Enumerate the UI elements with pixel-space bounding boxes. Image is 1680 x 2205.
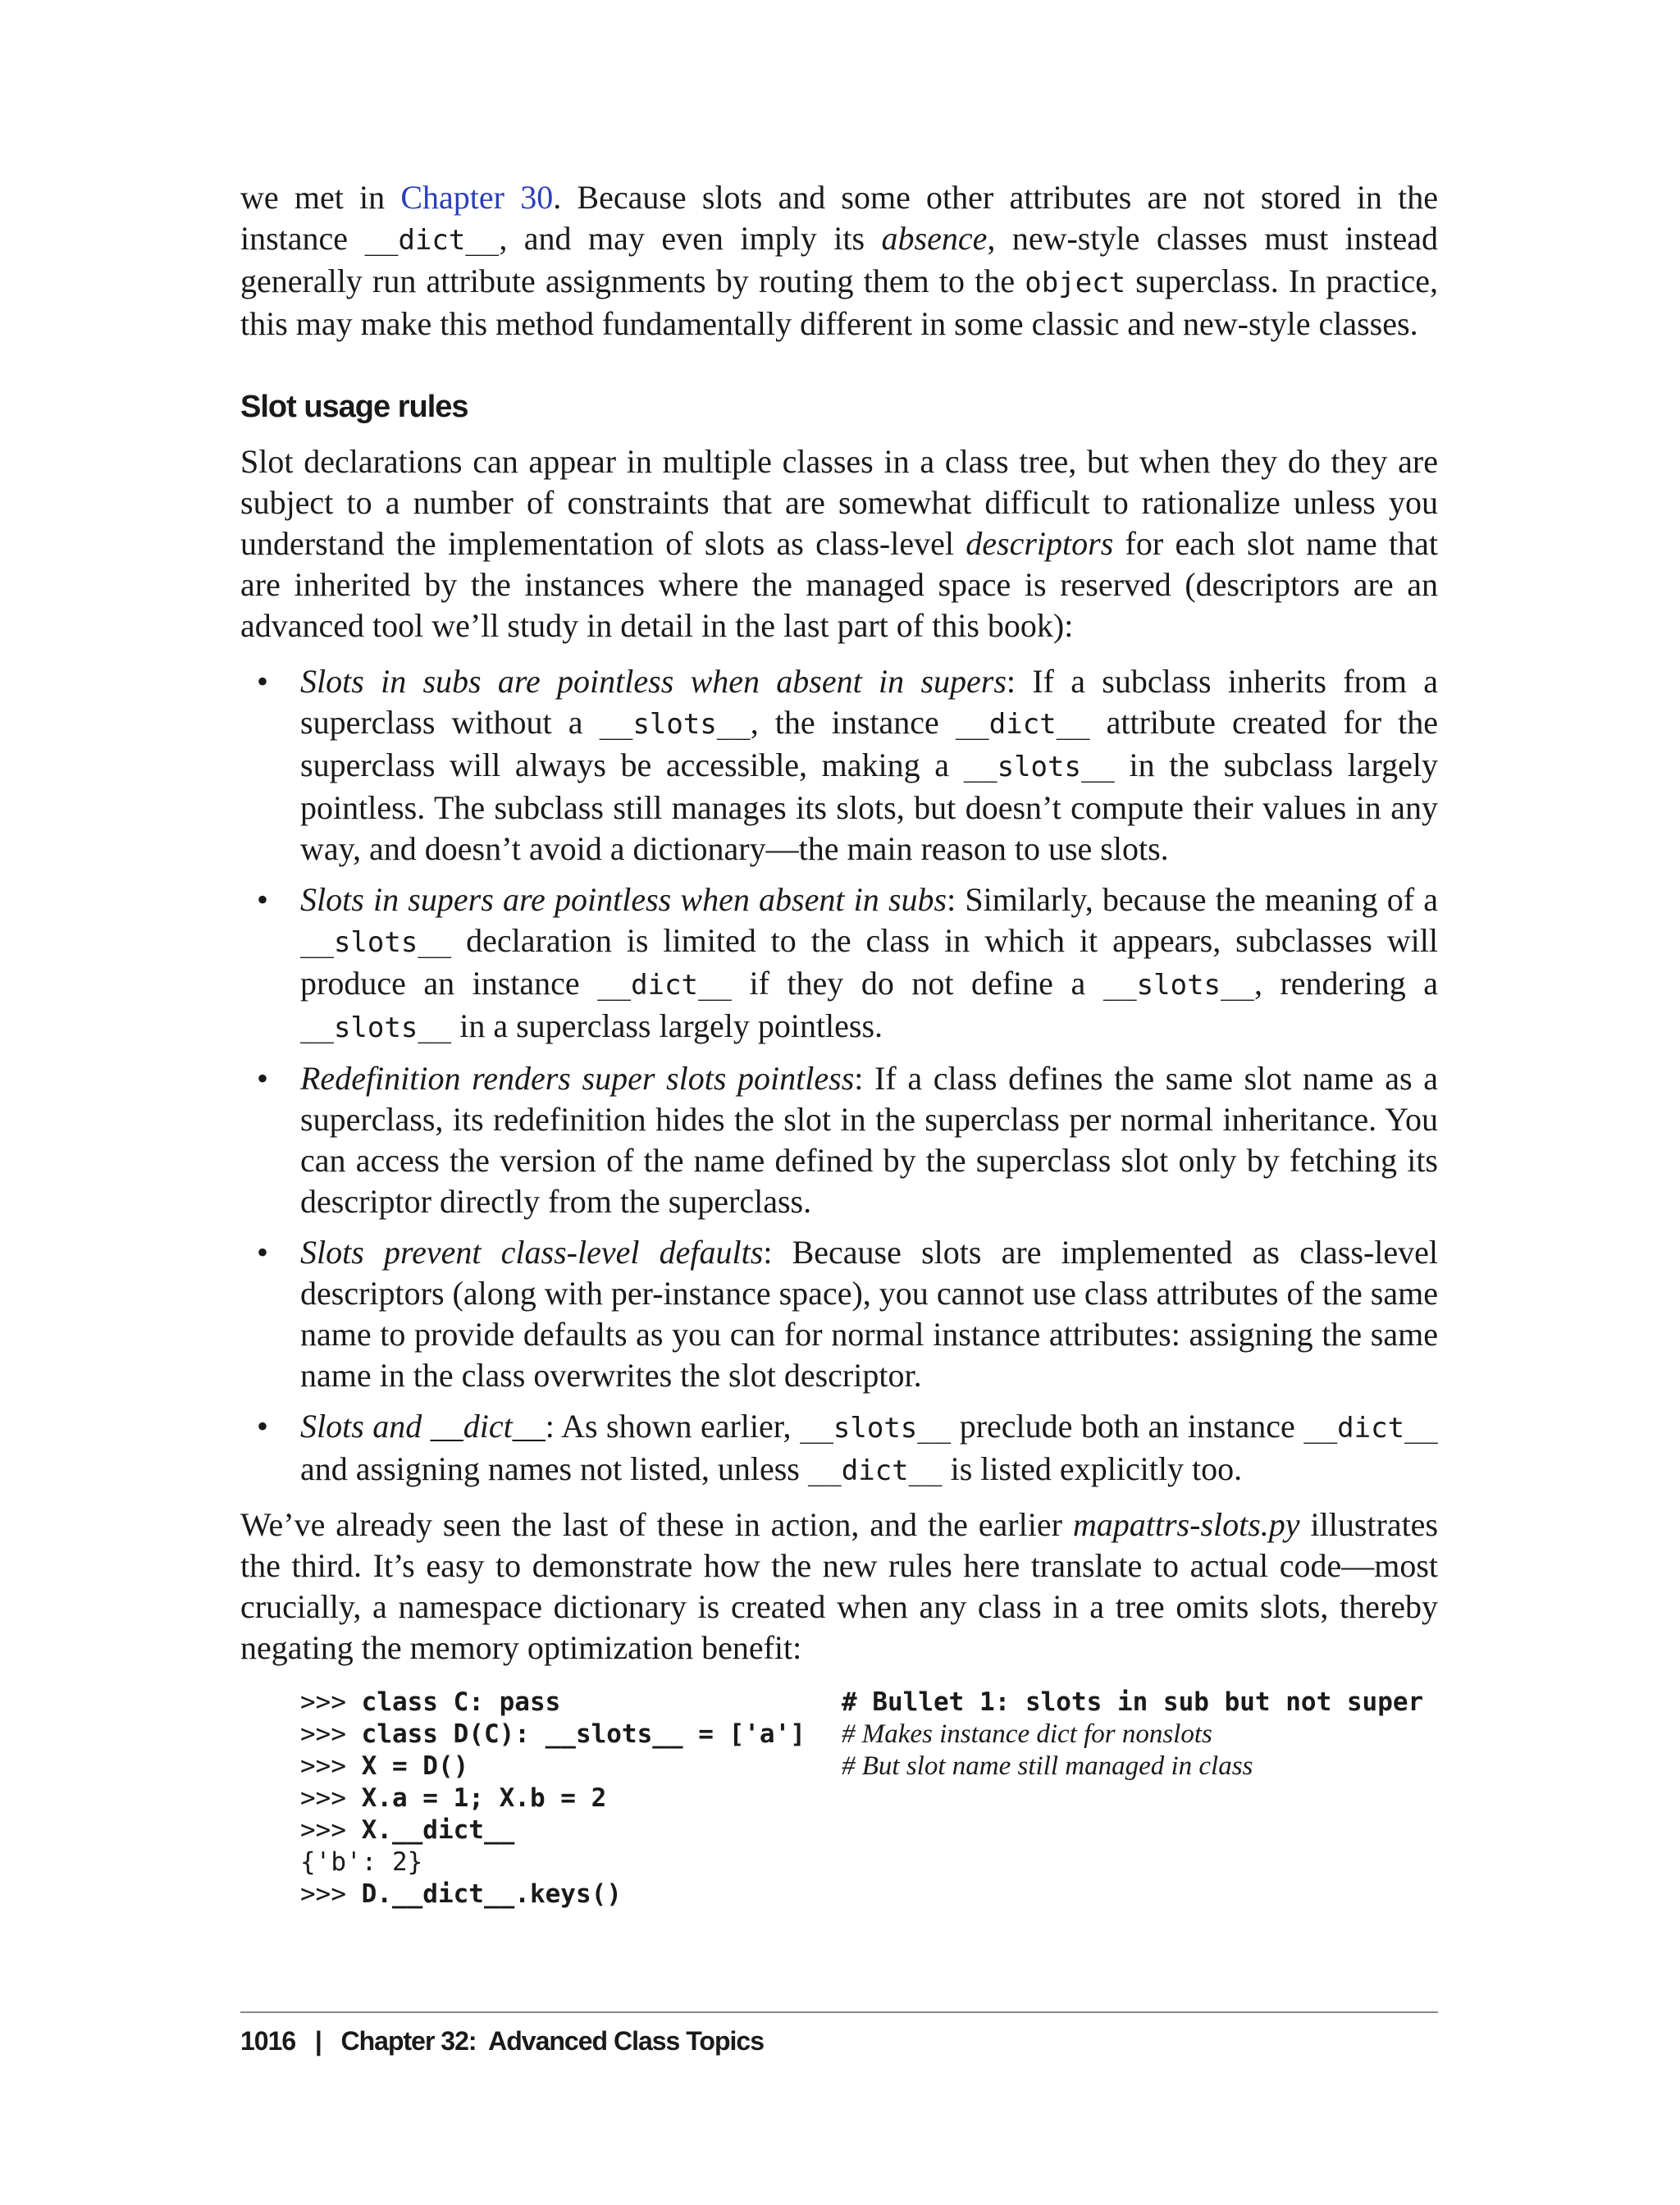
bullet-icon: • — [257, 1234, 269, 1271]
code-comment: # Bullet 1: slots in sub but not super — [842, 1687, 1424, 1717]
page-footer — [240, 2025, 764, 2057]
list-item: • Slots in subs are pointless when absent in supers: If a subclass inherits from a superclass without a __slots__, the instance __dict__ attribute created for the superclass will always be accessible, making a __slots__ in the subclass largely pointless. The subclass still manages its slots, but doesn’t compute their values in any way, and doesn’t avoid a dictionary—the main reason to use slots. — [257, 663, 1439, 867]
paragraph-slot-declarations: Slot declarations can appear in multiple classes in a class tree, but when they do they are subject to a number of constraints that are somewhat difficult to rationalize unless you understand the implementation of slots as class-level descriptors for each slot name that are inherited by the instances where the managed space is reserved (descriptors are an advanced tool we’ll study in detail in the last part of this book): — [240, 443, 1439, 644]
slot-rules-list — [240, 661, 1438, 1491]
code-output-line: {'b': 2} — [300, 1847, 423, 1877]
list-item: • Slots in supers are pointless when absent in subs: Similarly, because the meaning of a __slots__ declaration is limited to the class in which it appears, subclasses will produce an instance __dict__ if they do not define a __slots__, rendering a __slots__ in a superclass largely pointless. — [257, 881, 1439, 1044]
list-item: • Slots prevent class-level defaults: Because slots are implemented as class-level descriptors (along with per-instance space), you cannot use class attributes of the same name to provide defaults as you can for normal instance attributes: assigning the same name in the class overwrites the slot descriptor. — [257, 1234, 1438, 1394]
list-item: • Slots and __dict__: As shown earlier, __slots__ preclude both an instance __dict__ and assigning names not listed, unless __dict__ is listed explicitly too. — [257, 1408, 1438, 1487]
inline-code: __dict__ — [364, 224, 500, 257]
code-comment: # But slot name still managed in class — [842, 1751, 1253, 1781]
bullet-icon: • — [257, 881, 269, 918]
list-item: • Redefinition renders super slots pointless: If a class defines the same slot name as a superclass, its redefinition hides the slot in the superclass per normal inheritance. You can access the version of the name defined by the superclass slot only by fetching its descriptor directly from the superclass. — [257, 1060, 1439, 1220]
footer-divider — [240, 2011, 1438, 2013]
code-line: >>> class C: pass — [300, 1687, 561, 1717]
code-line: >>> X = D() — [300, 1751, 469, 1781]
bullet-icon: • — [257, 663, 269, 700]
paragraph-slots-dict: we met in Chapter 30. Because slots and some other attributes are not stored in the instance __dict__, and may even imply its absence, new-style classes must instead generally run attribute assignments by routing them to the object superclass. In practice, this may make this method fundamentally different in some classic and new-style classes. — [240, 179, 1439, 342]
code-line: >>> X.a = 1; X.b = 2 — [300, 1783, 607, 1813]
paragraph-demo-intro: We’ve already seen the last of these in action, and the earlier mapattrs-slots.py illustrates the third. It’s easy to demonstrate how the new rules here translate to actual code—most crucially, a namespace dictionary is created when any class in a tree omits slots, thereby negating the memory optimization benefit: — [240, 1506, 1439, 1666]
code-line: >>> D.__dict__.keys() — [300, 1879, 622, 1909]
code-line: >>> class D(C): __slots__ = ['a'] — [300, 1719, 806, 1749]
bullet-icon: • — [257, 1060, 269, 1097]
code-comment: # Makes instance dict for nonslots — [842, 1719, 1212, 1749]
code-example — [300, 1687, 1438, 1933]
running-chapter-title: Chapter 32: Advanced Class Topics — [340, 2026, 764, 2056]
code-line: >>> X.__dict__ — [300, 1815, 515, 1845]
bullet-icon: • — [257, 1408, 269, 1445]
inline-code: object — [1025, 267, 1126, 299]
chapter-30-link[interactable]: Chapter 30 — [400, 179, 554, 216]
footer-separator: | — [314, 2026, 322, 2056]
page-content — [240, 177, 1438, 1933]
section-heading: Slot usage rules — [240, 390, 468, 424]
page-number: 1016 — [240, 2026, 296, 2056]
